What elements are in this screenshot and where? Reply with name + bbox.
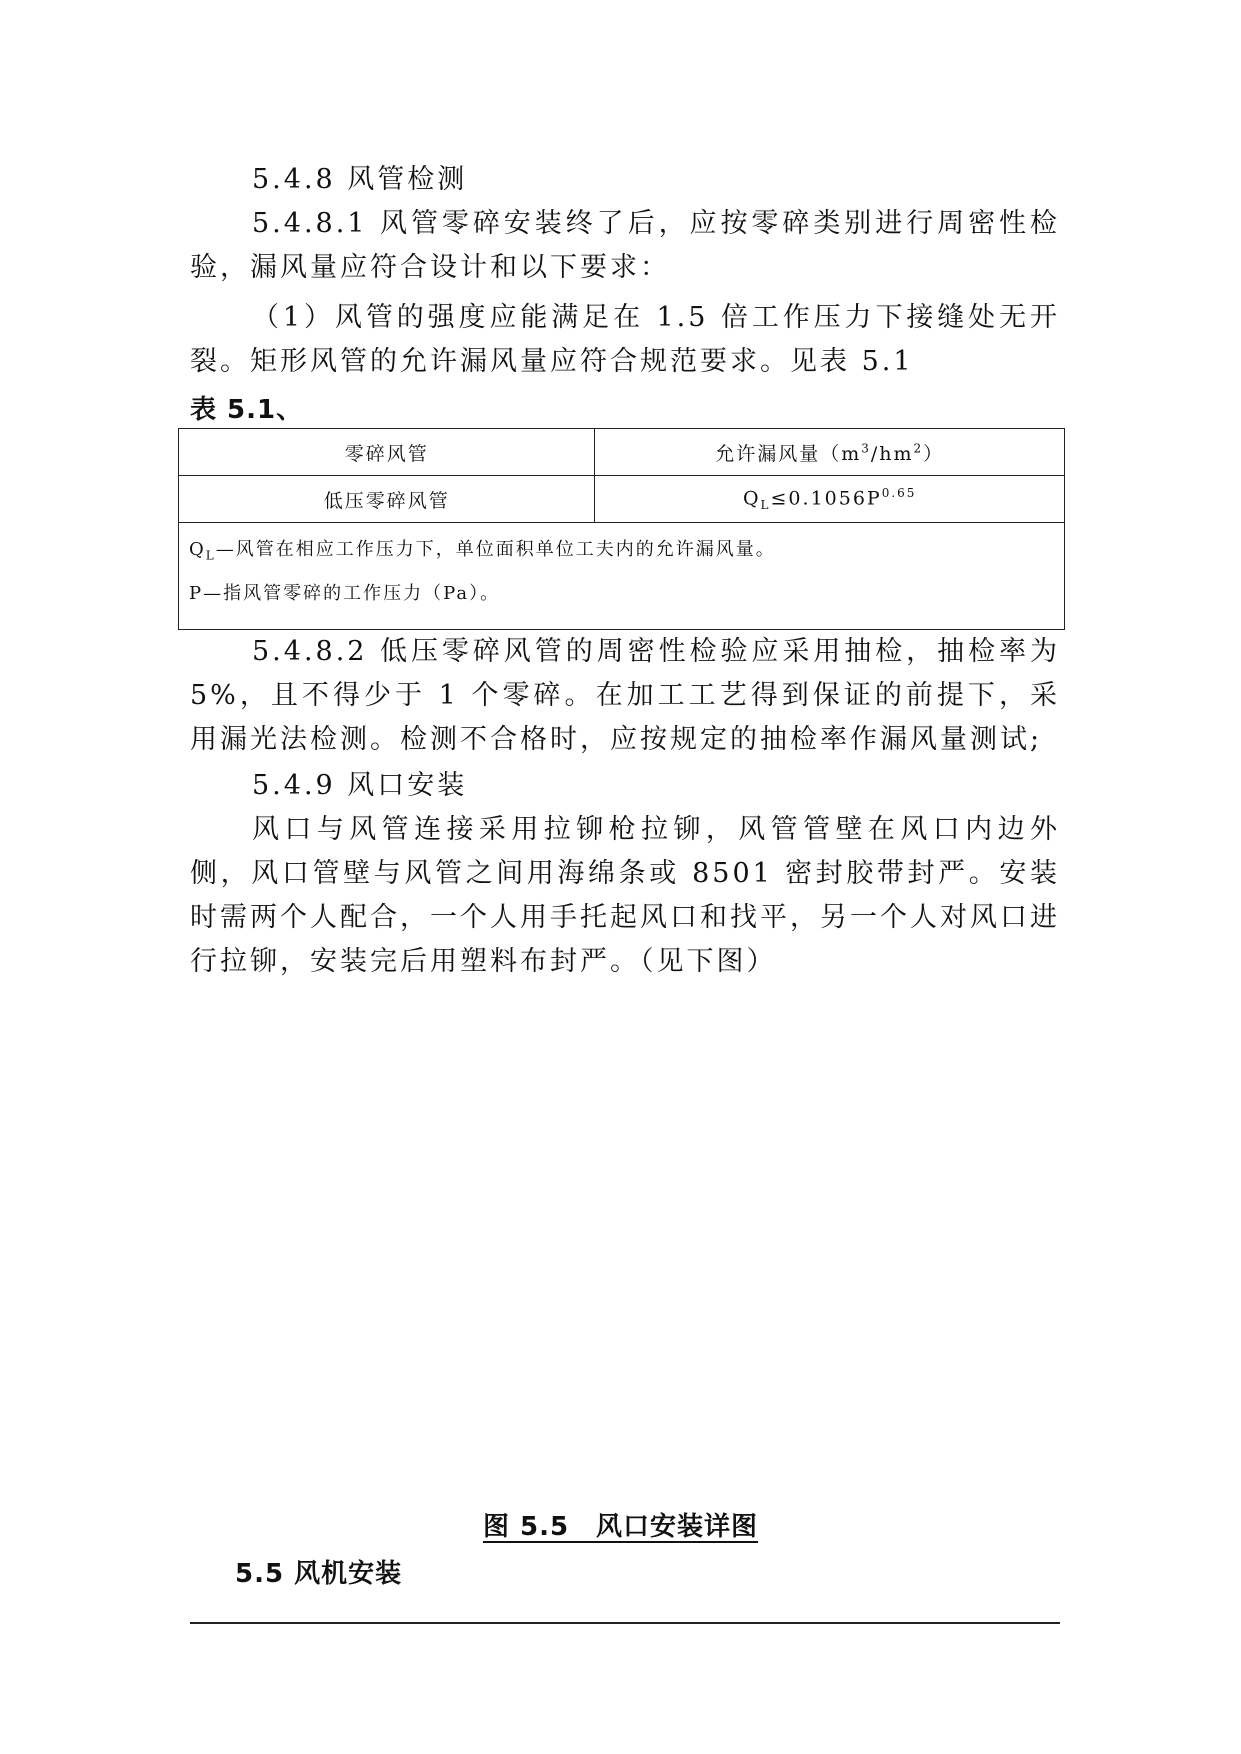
table-header-allowed-leakage (595, 429, 1065, 476)
paragraph-5-4-8-2: 5.4.8.2 低压零碎风管的周密性检验应采用抽检，抽检率为5%，且不得少于 1 个零碎。在加工工艺得到保证的前提下，采用漏光法检测。检测不合格时，应按规定的抽检率作漏风量测试; (190, 636, 1060, 755)
section-heading-5-4-8: 5.4.8 风管检测 (252, 164, 468, 195)
paragraph-5-4-8-1: 5.4.8.1 风管零碎安装终了后，应按零碎类别进行周密性检验，漏风量应符合设计和以下要求： (190, 208, 1060, 283)
figure-caption (0, 1506, 1241, 1543)
note-p: P—指风管零碎的工作压力（Pa）。 (189, 582, 501, 604)
formula-exponent: 0.65 (881, 485, 917, 500)
leakage-table (178, 428, 1065, 630)
note-q: Q (189, 539, 206, 560)
header-sup-3: 3 (861, 441, 871, 456)
header-leakage-text: 允许漏风量（m (715, 442, 862, 465)
header-sup-2: 2 (913, 441, 924, 456)
header-leakage-mid: /hm (870, 442, 914, 465)
table-cell-leakage-formula (595, 476, 1065, 523)
table-cell-low-pressure-duct: 低压零碎风管 (179, 476, 595, 523)
formula-q: Q (742, 487, 761, 510)
table-caption: 表 5.1、 (190, 395, 304, 425)
table-header-row (179, 429, 1065, 476)
section-heading-5-4-9: 5.4.9 风口安装 (252, 770, 468, 801)
header-leakage-end: ） (923, 442, 945, 465)
paragraph-vent-install: 风口与风管连接采用拉铆枪拉铆，风管管壁在风口内边外侧，风口管壁与风管之间用海绵条或 8501 密封胶带封严。安装时需两个人配合，一个人用手托起风口和找平，另一个人对风口进行拉铆，安装完后用塑料布封严。（见下图） (190, 814, 1060, 977)
table-notes (179, 523, 1065, 630)
formula-body: ≤0.1056P (770, 487, 882, 510)
table-header-system-duct: 零碎风管 (179, 429, 595, 476)
paragraph-requirement-1: （1）风管的强度应能满足在 1.5 倍工作压力下接缝处无开裂。矩形风管的允许漏风量应符合规范要求。见表 5.1 (190, 302, 1060, 377)
section-heading-5-5: 5.5 风机安装 (235, 1559, 403, 1589)
footer-divider (190, 1622, 1060, 1624)
figure-caption-text: 图 5.5 风口安装详图 (482, 1512, 759, 1542)
note-ql-text: —风管在相应工作压力下，单位面积单位工夫内的允许漏风量。 (215, 539, 776, 560)
formula-sub-l: L (760, 498, 771, 513)
note-ql (189, 531, 1054, 575)
note-sub-l: L (205, 548, 216, 563)
table-notes-row (179, 523, 1065, 630)
table-row (179, 476, 1065, 523)
